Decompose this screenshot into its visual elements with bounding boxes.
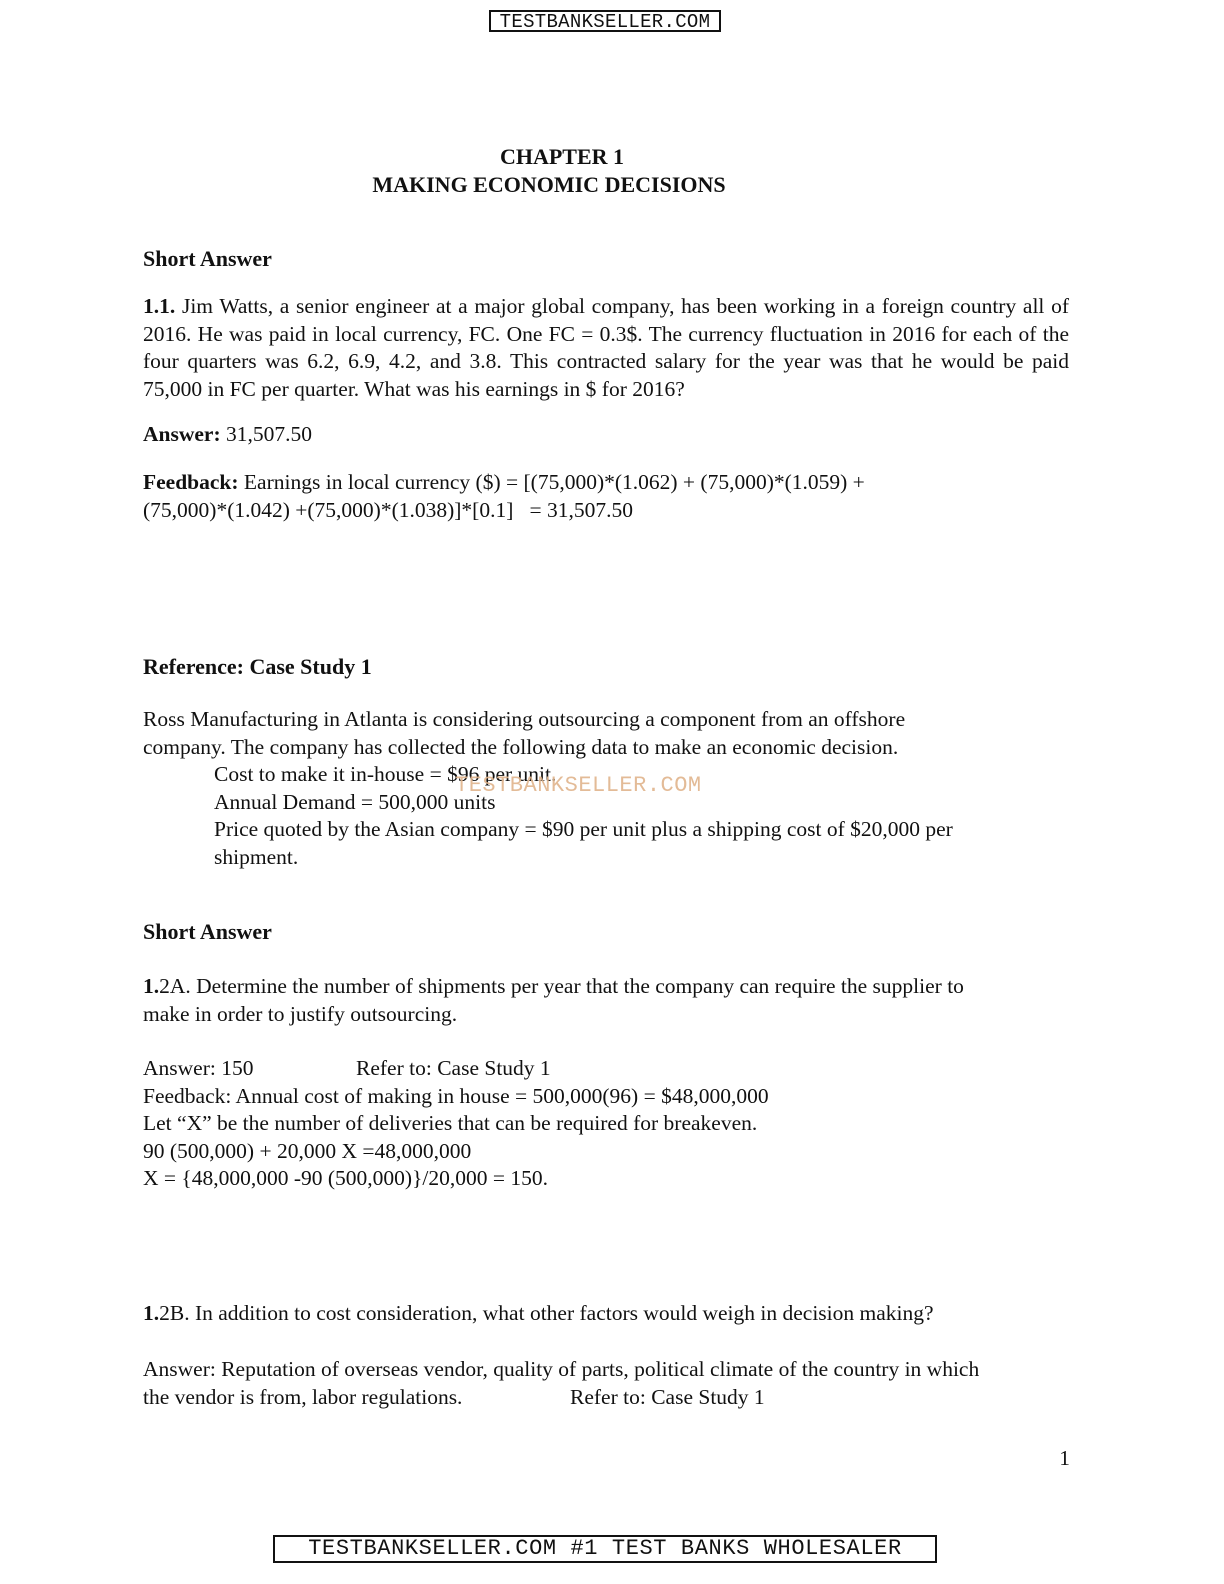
question-1-1 — [143, 293, 1069, 403]
question-1-2a-line-1 — [143, 973, 1069, 1001]
header-banner: TESTBANKSELLER.COM — [489, 10, 721, 32]
chapter-title-text: MAKING ECONOMIC DECISIONS — [372, 172, 726, 197]
feedback-1-2a-line-4: X = {48,000,000 -90 (500,000)}/20,000 = 150. — [143, 1166, 548, 1190]
case-study-item-demand: Annual Demand = 500,000 units — [214, 789, 496, 814]
answer-1-1-value: 31,507.50 — [226, 422, 312, 446]
feedback-1-1-line-2: (75,000)*(1.042) +(75,000)*(1.038)]*[0.1] = 31,507.50 — [143, 497, 634, 522]
case-study-item-price: Price quoted by the Asian company = $90 per unit plus a shipping cost of $20,000 per — [214, 817, 953, 841]
feedback-1-2a-line-3: 90 (500,000) + 20,000 X =48,000,000 — [143, 1138, 472, 1163]
question-1-2a-text-1: Determine the number of shipments per year that the company can require the supplier to — [190, 974, 964, 998]
question-1-2a — [143, 973, 1069, 1028]
case-study-item-shipment: shipment. — [214, 844, 299, 869]
feedback-1-1 — [143, 469, 1069, 524]
question-1-2a-line-2: make in order to justify outsourcing. — [143, 1001, 458, 1026]
section-heading-short-answer-2: Short Answer — [143, 919, 272, 944]
reference-heading: Reference: Case Study 1 — [143, 654, 372, 679]
answer-1-2a — [143, 1055, 1069, 1193]
case-study-intro-line-2: company. The company has collected the following data to make an economic decision. — [143, 734, 899, 759]
case-study-item-cost: Cost to make it in-house = $96 per unit. — [214, 762, 557, 786]
answer-1-2b — [143, 1356, 1069, 1411]
feedback-1-2a-line-1: Feedback: Annual cost of making in house = 500,000(96) = $48,000,000 — [143, 1083, 769, 1108]
feedback-1-2a-line-2: Let “X” be the number of deliveries that can be required for breakeven. — [143, 1111, 758, 1135]
chapter-title — [0, 171, 1161, 199]
question-1-2a-number: 1. — [143, 974, 160, 998]
chapter-number-text: CHAPTER 1 — [499, 144, 625, 169]
answer-1-2a-value: Answer: 150 — [143, 1056, 254, 1080]
answer-1-1-label: Answer: — [143, 422, 221, 446]
answer-1-2b-refer: Refer to: Case Study 1 — [570, 1384, 765, 1409]
question-1-2b-number: 1. — [143, 1301, 160, 1325]
answer-1-2b-line-1: Answer: Reputation of overseas vendor, quality of parts, political climate of the country in which — [143, 1357, 980, 1381]
feedback-1-1-label: Feedback: — [143, 470, 239, 494]
feedback-1-1-line-1 — [143, 469, 1069, 497]
question-1-1-text: Jim Watts, a senior engineer at a major global company, has been working in a foreign country all of 2016. He was paid in local currency, FC. One FC = 0.3$. The currency fluctuation in 2016 for each of the four quarters was 6.2, 6.9, 4.2, and 3.8. This contracted salary for the year was that he would be paid 75,000 in FC per quarter. What was his earnings in $ for 2016? — [143, 294, 1069, 401]
page-number: 1 — [1059, 1446, 1070, 1470]
feedback-1-1-text-1: Earnings in local currency ($) = [(75,000)*(1.062) + (75,000)*(1.059) + — [243, 470, 865, 494]
question-1-2b — [143, 1300, 1069, 1328]
answer-1-2b-line-2 — [143, 1384, 1069, 1412]
section-heading-short-answer-1: Short Answer — [143, 246, 272, 271]
answer-1-2a-line — [143, 1055, 1069, 1083]
question-1-2b-number-rest: 2B. — [159, 1301, 190, 1325]
answer-1-1 — [143, 421, 1069, 449]
question-1-2a-number-rest: 2A. — [159, 974, 191, 998]
question-1-2b-text: In addition to cost consideration, what other factors would weigh in decision making? — [189, 1301, 934, 1325]
chapter-number — [0, 143, 1174, 171]
answer-1-2b-text-2: the vendor is from, labor regulations. — [143, 1384, 463, 1409]
case-study-intro-line-1: Ross Manufacturing in Atlanta is considering outsourcing a component from an offshore — [143, 707, 906, 731]
question-1-1-number: 1.1. — [143, 294, 176, 318]
answer-1-2a-refer: Refer to: Case Study 1 — [356, 1056, 551, 1080]
footer-banner: TESTBANKSELLER.COM #1 TEST BANKS WHOLESALER — [273, 1535, 937, 1563]
watermark: TESTBANKSELLER.COM — [455, 773, 702, 798]
